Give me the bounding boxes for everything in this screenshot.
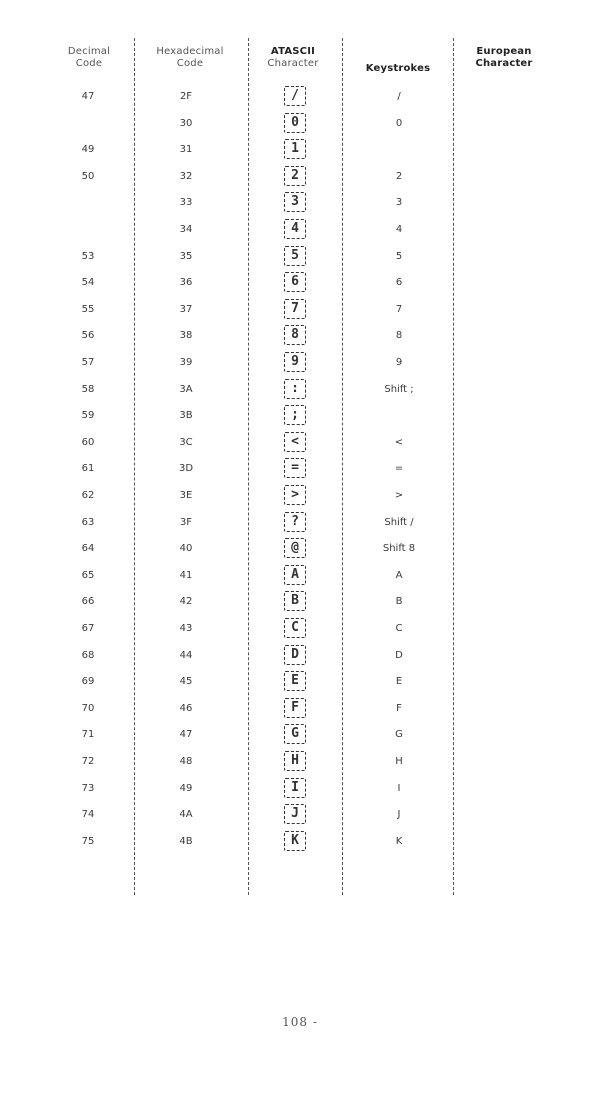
table-row [0, 776, 600, 802]
hex-code-cell: 47 [179, 729, 193, 741]
keystroke-cell: I [397, 782, 401, 794]
keystroke-cell: 0 [395, 117, 403, 129]
keystroke-cell: 6 [395, 277, 403, 289]
table-row [0, 377, 600, 403]
hex-code-cell: 3C [179, 436, 193, 448]
keystroke-cell: F [396, 702, 402, 714]
table-row [0, 217, 600, 243]
table-row [0, 244, 600, 270]
hex-code-cell: 48 [179, 756, 193, 767]
atascii-character-cell [270, 536, 320, 562]
hex-code-cell: 37 [179, 303, 193, 315]
atascii-character-cell [270, 510, 320, 536]
keystroke-cell: = [394, 463, 404, 475]
table-row [0, 536, 600, 562]
keystroke-cell: J [397, 809, 401, 821]
keystroke-cell: A [395, 569, 403, 581]
atascii-glyph: ? [284, 512, 306, 532]
keystroke-cell: 7 [395, 303, 403, 315]
decimal-code-cell: 75 [81, 835, 95, 847]
atascii-character-cell [270, 190, 320, 216]
keystroke-cell: 9 [395, 357, 403, 368]
header-keystrokes: Keystrokes [365, 63, 431, 74]
atascii-character-cell [270, 749, 320, 775]
table-row [0, 483, 600, 509]
table-row [0, 829, 600, 855]
table-row [0, 669, 600, 695]
decimal-code-cell: 70 [81, 702, 95, 714]
atascii-character-cell [270, 456, 320, 482]
atascii-character-cell [270, 776, 320, 802]
hex-code-cell: 30 [179, 117, 193, 129]
keystroke-cell: E [395, 676, 403, 688]
table-row [0, 430, 600, 456]
atascii-glyph: G [284, 724, 306, 744]
hex-code-cell: 4B [179, 835, 193, 847]
decimal-code-cell: 73 [81, 782, 95, 794]
decimal-code-cell: 62 [81, 490, 95, 501]
atascii-character-cell [270, 244, 320, 270]
atascii-glyph: @ [284, 538, 306, 558]
keystroke-cell: 2 [395, 170, 403, 182]
keystroke-cell: < [394, 436, 404, 448]
atascii-glyph: 1 [284, 139, 306, 159]
header-hex-line1: Hexadecimal [156, 46, 224, 57]
atascii-glyph: 0 [284, 113, 306, 133]
atascii-glyph: > [284, 485, 306, 505]
atascii-glyph: 9 [284, 352, 306, 372]
atascii-glyph: 8 [284, 325, 306, 345]
atascii-glyph: A [284, 565, 306, 585]
keystroke-cell: Shift / [384, 516, 414, 528]
table-row [0, 802, 600, 828]
atascii-character-cell [270, 722, 320, 748]
table-row [0, 190, 600, 216]
atascii-character-cell [270, 669, 320, 695]
atascii-character-cell [270, 84, 320, 110]
atascii-glyph: 5 [284, 246, 306, 266]
atascii-character-cell [270, 589, 320, 615]
decimal-code-cell: 50 [81, 170, 95, 182]
atascii-glyph: 4 [284, 219, 306, 239]
atascii-character-cell [270, 350, 320, 376]
keystroke-cell: Shift ; [384, 383, 414, 395]
decimal-code-cell: 60 [81, 436, 95, 448]
atascii-glyph: F [284, 698, 306, 718]
atascii-glyph: E [284, 671, 306, 691]
atascii-glyph: ; [284, 405, 306, 425]
keystroke-cell: K [395, 835, 403, 847]
hex-code-cell: 41 [179, 569, 193, 581]
atascii-character-cell [270, 297, 320, 323]
atascii-character-cell [270, 323, 320, 349]
keystroke-cell: 4 [395, 224, 403, 235]
decimal-code-cell: 54 [81, 277, 95, 289]
keystroke-cell [374, 137, 424, 163]
keystroke-cell: G [395, 729, 403, 741]
hex-code-cell: 44 [179, 649, 193, 661]
hex-code-cell: 3D [178, 463, 194, 475]
atascii-glyph: K [284, 831, 306, 851]
table-row [0, 84, 600, 110]
atascii-glyph: B [284, 591, 306, 611]
header-hex-line2: Code [176, 58, 204, 69]
header-european-character [462, 46, 546, 70]
keystroke-cell: 5 [395, 250, 403, 262]
decimal-code-cell: 61 [81, 463, 95, 475]
decimal-code-cell: 67 [81, 623, 95, 634]
atascii-glyph: H [284, 751, 306, 771]
hex-code-cell: 33 [179, 197, 193, 209]
hex-code-cell: 3A [179, 383, 193, 395]
decimal-code-cell: 58 [81, 383, 95, 395]
table-row [0, 643, 600, 669]
decimal-code-cell: 47 [81, 91, 95, 102]
hex-code-cell: 36 [179, 277, 193, 289]
decimal-code-cell: 74 [81, 809, 95, 821]
header-decimal-line2: Code [75, 58, 103, 69]
hex-code-cell: 43 [179, 623, 193, 634]
atascii-character-cell [270, 403, 320, 429]
atascii-character-cell [270, 696, 320, 722]
keystroke-cell: 3 [395, 197, 403, 209]
atascii-character-cell [270, 643, 320, 669]
decimal-code-cell: 63 [81, 516, 95, 528]
decimal-code-cell: 69 [81, 676, 95, 688]
table-row [0, 563, 600, 589]
atascii-character-cell [270, 270, 320, 296]
atascii-glyph: D [284, 645, 306, 665]
atascii-character-cell [270, 377, 320, 403]
atascii-glyph: = [284, 458, 306, 478]
keystroke-cell: > [394, 490, 404, 501]
decimal-code-cell: 57 [81, 357, 95, 368]
decimal-code-cell: 65 [81, 569, 95, 581]
atascii-glyph: 6 [284, 272, 306, 292]
atascii-character-cell [270, 137, 320, 163]
atascii-glyph: 7 [284, 299, 306, 319]
table-row [0, 403, 600, 429]
keystroke-cell: H [395, 756, 403, 767]
hex-code-cell: 2F [179, 91, 193, 102]
hex-code-cell: 49 [179, 782, 193, 794]
keystroke-cell: / [397, 91, 401, 102]
atascii-glyph: 2 [284, 166, 306, 186]
decimal-code-cell: 71 [81, 729, 95, 741]
table-row [0, 111, 600, 137]
atascii-character-cell [270, 616, 320, 642]
table-row [0, 323, 600, 349]
decimal-code-cell [62, 190, 114, 216]
hex-code-cell: 34 [179, 224, 193, 235]
keystroke-cell [374, 403, 424, 429]
hex-code-cell: 40 [179, 543, 193, 555]
table-row [0, 696, 600, 722]
atascii-character-cell [270, 430, 320, 456]
keystroke-cell: 8 [395, 330, 403, 342]
hex-code-cell: 35 [179, 250, 193, 262]
atascii-glyph: C [284, 618, 306, 638]
hex-code-cell: 42 [179, 596, 193, 608]
keystroke-cell: Shift 8 [382, 543, 416, 555]
table-row [0, 137, 600, 163]
atascii-character-cell [270, 164, 320, 190]
header-atascii-character [252, 46, 334, 70]
page-number: 108 - [282, 1015, 318, 1029]
decimal-code-cell: 66 [81, 596, 95, 608]
table-row [0, 616, 600, 642]
table-row [0, 722, 600, 748]
atascii-character-cell [270, 802, 320, 828]
decimal-code-cell: 72 [81, 756, 95, 767]
keystroke-cell: D [395, 649, 403, 661]
decimal-code-cell: 59 [81, 410, 95, 422]
hex-code-cell: 3F [179, 516, 193, 528]
table-row [0, 456, 600, 482]
decimal-code-cell: 68 [81, 649, 95, 661]
atascii-glyph: / [284, 86, 306, 106]
header-european-line2: Character [475, 58, 533, 69]
decimal-code-cell: 53 [81, 250, 95, 262]
table-row [0, 270, 600, 296]
hex-code-cell: 38 [179, 330, 193, 342]
atascii-character-cell [270, 111, 320, 137]
atascii-character-cell [270, 217, 320, 243]
atascii-character-cell [270, 563, 320, 589]
keystroke-cell: C [395, 623, 403, 634]
hex-code-cell: 46 [179, 702, 193, 714]
table-row [0, 510, 600, 536]
header-decimal-code [58, 46, 120, 70]
table-row [0, 297, 600, 323]
table-row [0, 749, 600, 775]
hex-code-cell: 45 [179, 676, 193, 688]
keystroke-cell: B [395, 596, 403, 608]
atascii-glyph: I [284, 778, 306, 798]
table-row [0, 589, 600, 615]
decimal-code-cell: 49 [81, 144, 95, 156]
decimal-code-cell: 55 [81, 303, 95, 315]
header-decimal-line1: Decimal [67, 46, 111, 57]
decimal-code-cell: 56 [81, 330, 95, 342]
hex-code-cell: 39 [179, 357, 193, 368]
hex-code-cell: 31 [179, 144, 193, 156]
atascii-glyph: 3 [284, 192, 306, 212]
header-atascii-line1: ATASCII [270, 46, 316, 57]
decimal-code-cell [62, 217, 114, 243]
table-row [0, 164, 600, 190]
hex-code-cell: 4A [179, 809, 193, 821]
table-row [0, 350, 600, 376]
atascii-glyph: < [284, 432, 306, 452]
hex-code-cell: 3B [179, 410, 193, 422]
hex-code-cell: 3E [179, 490, 193, 501]
atascii-character-cell [270, 829, 320, 855]
decimal-code-cell [62, 111, 114, 137]
atascii-character-cell [270, 483, 320, 509]
decimal-code-cell: 64 [81, 543, 95, 555]
header-european-line1: European [476, 46, 532, 57]
header-hex-code [140, 46, 240, 70]
hex-code-cell: 32 [179, 170, 193, 182]
atascii-glyph: J [284, 804, 306, 824]
header-atascii-line2: Character [267, 58, 319, 69]
atascii-glyph: : [284, 379, 306, 399]
